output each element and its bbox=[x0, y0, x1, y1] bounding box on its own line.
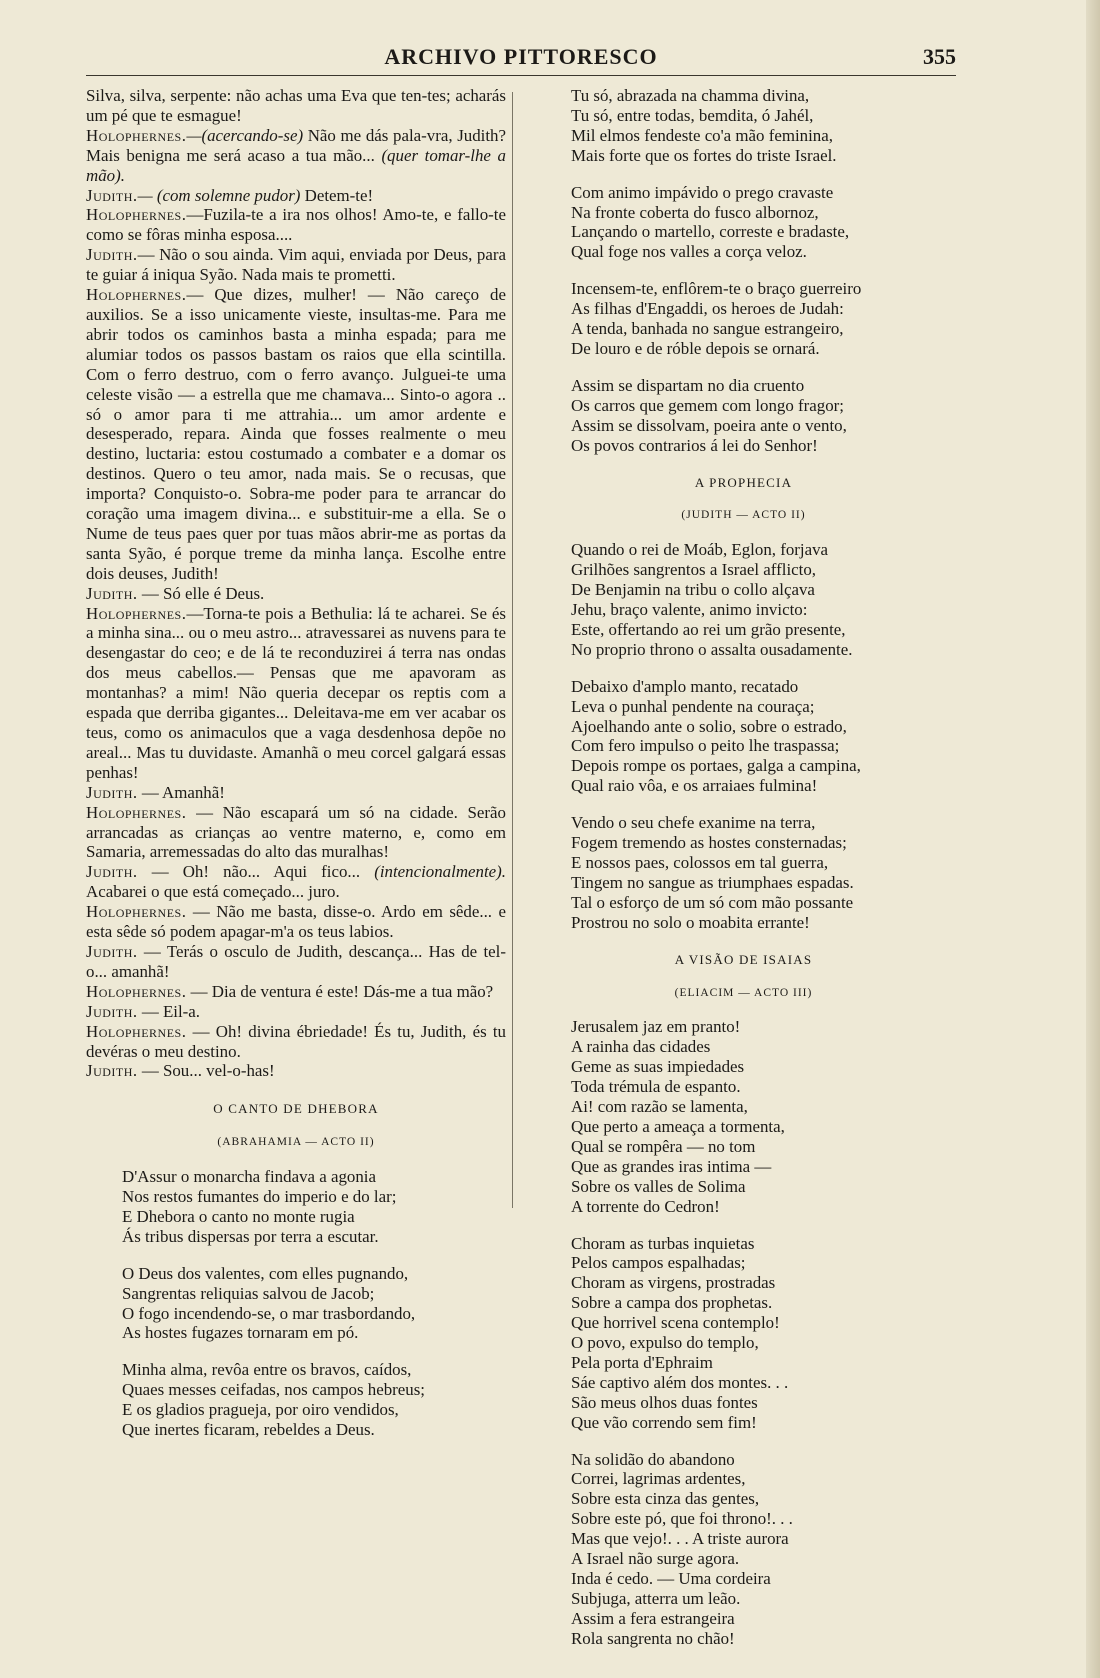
speech-text: —Fuzila-te a ira nos olhos! Amo-te, e fallo-te como se fôras minha esposa.... bbox=[86, 205, 506, 245]
speaker-name: Judith. bbox=[86, 1061, 138, 1081]
dialogue-paragraph bbox=[86, 862, 506, 902]
verse-line: Que as grandes iras intima — bbox=[571, 1156, 772, 1176]
verse-line: Incensem-te, enflôrem-te o braço guerreiro bbox=[571, 279, 862, 299]
verse-line: Jehu, braço valente, animo invicto: bbox=[571, 600, 808, 620]
verse-line: Fogem tremendo as hostes consternadas; bbox=[571, 833, 847, 853]
poem-subtitle: (ELIACIM — ACTO III) bbox=[674, 986, 813, 999]
verse-line: Qual foge nos valles a corça veloz. bbox=[571, 242, 807, 262]
dialogue-paragraph bbox=[86, 902, 506, 942]
page-number: 355 bbox=[923, 44, 956, 69]
verse-line: Tingem no sangue as triumphaes espadas. bbox=[571, 872, 854, 892]
verse-line: A rainha das cidades bbox=[571, 1037, 711, 1057]
poem-title: O CANTO DE DHEBORA bbox=[213, 1101, 379, 1117]
speech-text: Silva, silva, serpente: não achas uma Eva que ten-tes; acharás um pé que te esmague! bbox=[86, 86, 506, 125]
speech-text: — Não me basta, disse-o. Ardo em sêde... e esta sêde só podem apagar-m'a os teus labios. bbox=[86, 902, 506, 942]
verse-line: D'Assur o monarcha findava a agonia bbox=[122, 1167, 376, 1187]
dialogue-paragraph bbox=[86, 245, 506, 285]
stage-direction: — (com solemne pudor) bbox=[137, 185, 301, 205]
verse-line: Qual se rompêra — no tom bbox=[571, 1136, 756, 1156]
verse-line: Que inertes ficaram, rebeldes a Deus. bbox=[122, 1420, 375, 1440]
speaker-name: Holophernes. bbox=[86, 1021, 187, 1041]
speech-text: — Não escapará um só na cidade. Serão arrancadas as crianças ao ventre materno, e, como em Samaria, arremessadas do alto das muralhas! bbox=[86, 802, 506, 862]
verse-line: Que horrivel scena contemplo! bbox=[571, 1313, 780, 1333]
poem-a-prophecia bbox=[571, 473, 916, 933]
dialogue-paragraph bbox=[86, 285, 506, 584]
stanza bbox=[571, 1234, 916, 1433]
dialogue-paragraph bbox=[86, 205, 506, 245]
poem-title: A VISÃO DE ISAIAS bbox=[674, 951, 813, 967]
verse-line: Inda é cedo. — Uma cordeira bbox=[571, 1569, 771, 1588]
stanza bbox=[122, 1264, 506, 1344]
verse-line: Sobre os valles de Solima bbox=[571, 1176, 746, 1196]
stanza bbox=[571, 1450, 916, 1649]
speech-text: — Não o sou ainda. Vim aqui, enviada por Deus, para te guiar á iniqua Syão. Nada mais te prometti. bbox=[86, 245, 506, 285]
dialogue-paragraph bbox=[86, 604, 506, 783]
speaker-name: Judith. bbox=[86, 862, 138, 882]
speech-text: — Oh! não... Aqui fico... bbox=[137, 862, 375, 882]
speaker-name: Holophernes. bbox=[86, 205, 187, 225]
speaker-name: Holophernes. bbox=[86, 981, 187, 1001]
journal-title: ARCHIVO PITTORESCO bbox=[384, 44, 658, 69]
verse-line: Quando o rei de Moáb, Eglon, forjava bbox=[571, 540, 829, 560]
verse-line: Este, offertando ao rei um grão presente, bbox=[571, 619, 846, 639]
verse-line: Lançando o martello, correste e bradaste, bbox=[571, 222, 850, 242]
poem-subtitle: (JUDITH — ACTO II) bbox=[681, 509, 806, 522]
verse-line: Mil elmos fendeste co'a mão feminina, bbox=[571, 125, 833, 145]
verse-line: Geme as suas impiedades bbox=[571, 1057, 745, 1077]
speaker-name: Judith. bbox=[86, 583, 138, 603]
dialogue-paragraph bbox=[86, 1002, 506, 1022]
verse-line: Nos restos fumantes do imperio e do lar; bbox=[122, 1187, 397, 1207]
dialogue-paragraph bbox=[86, 783, 506, 803]
poem-visao-de-isaias bbox=[571, 950, 916, 1649]
verse-line: Na fronte coberta do fusco albornoz, bbox=[571, 202, 819, 222]
verse-line: De Benjamin na tribu o collo alçava bbox=[571, 580, 815, 600]
speech-text: Detem-te! bbox=[300, 185, 374, 205]
stanza bbox=[571, 1017, 916, 1216]
verse-line: Assim a fera estrangeira bbox=[571, 1608, 735, 1628]
verse-line: Sobre esta cinza das gentes, bbox=[571, 1489, 760, 1509]
verse-line: Toda trémula de espanto. bbox=[571, 1077, 741, 1097]
verse-line: Pelos campos espalhadas; bbox=[571, 1253, 746, 1273]
verse-line: Rola sangrenta no chão! bbox=[571, 1628, 735, 1648]
verse-line: Assim se dissolvam, poeira ante o vento, bbox=[571, 415, 847, 435]
dialogue-paragraph bbox=[86, 982, 506, 1002]
verse-line: Os carros que gemem com longo fragor; bbox=[571, 395, 844, 415]
speech-text: —Torna-te pois a Bethulia: lá te acharei. Se és a minha sina... ou o meu astro... atravessarei as nuvens para te desengastar do ceo; e de lá te reconduzirei á terra nas ondas dos meus cabellos.— Pensas que me apavoram as montanhas? a mim! Não queria decepar os reptis com a espada que derriba gigantes... Deleitava-me em ver acabar os teus, como os animaculos que a vaga desdenhosa depõe no areal... Mas tu duvidaste. Amanhã o meu corcel galgará essas penhas! bbox=[86, 603, 506, 782]
stage-direction: —(acercando-se) bbox=[186, 125, 304, 145]
verse-line: Mas que vejo!. . . A triste aurora bbox=[571, 1529, 789, 1549]
speaker-name: Judith. bbox=[86, 245, 138, 265]
poem-verses bbox=[571, 540, 916, 932]
verse-line: Pela porta d'Ephraim bbox=[571, 1352, 713, 1372]
stanza bbox=[571, 279, 916, 359]
speech-text: — Só elle é Deus. bbox=[137, 583, 265, 603]
speaker-name: Holophernes. bbox=[86, 902, 187, 922]
poem-verses bbox=[86, 1167, 506, 1440]
verse-line: No proprio throno o assalta ousadamente. bbox=[571, 639, 853, 659]
stanza bbox=[571, 677, 916, 796]
speaker-name: Holophernes. bbox=[86, 285, 187, 305]
speaker-name: Judith. bbox=[86, 185, 138, 205]
speech-text: — Oh! divina ébriedade! És tu, Judith, és tu devéras o meu destino. bbox=[86, 1021, 506, 1061]
verse-line: Assim se dispartam no dia cruento bbox=[571, 375, 805, 395]
speaker-name: Judith. bbox=[86, 782, 138, 802]
verse-line: E nossos paes, colossos em tal guerra, bbox=[571, 853, 829, 872]
poem-canto-de-dhebora bbox=[86, 1099, 506, 1440]
poem-title: A PROPHECIA bbox=[694, 474, 793, 490]
column-divider bbox=[512, 92, 513, 1208]
verse-line: Jerusalem jaz em pranto! bbox=[571, 1017, 741, 1037]
poem-continuation bbox=[571, 86, 916, 456]
verse-line: Sáe captivo além dos montes. . . bbox=[571, 1372, 789, 1392]
verse-line: As filhas d'Engaddi, os heroes de Judah: bbox=[571, 299, 844, 319]
verse-line: Com animo impávido o prego cravaste bbox=[571, 182, 834, 202]
stanza bbox=[122, 1167, 506, 1247]
verse-line: Vendo o seu chefe exanime na terra, bbox=[571, 813, 816, 833]
verse-line: Choram as virgens, prostradas bbox=[571, 1273, 776, 1293]
dialogue-section bbox=[86, 86, 506, 1081]
stanza bbox=[571, 813, 916, 932]
dialogue-paragraph bbox=[86, 1061, 506, 1081]
verse-line: Que perto a ameaça a tormenta, bbox=[571, 1116, 785, 1136]
verse-line: Sobre a campa dos prophetas. bbox=[571, 1293, 773, 1313]
verse-line: E Dhebora o canto no monte rugia bbox=[122, 1206, 355, 1226]
verse-line: Sangrentas reliquias salvou de Jacob; bbox=[122, 1283, 375, 1303]
verse-line: Ás tribus dispersas por terra a escutar. bbox=[122, 1226, 379, 1246]
verse-line: Mais forte que os fortes do triste Israel. bbox=[571, 145, 837, 165]
verse-line: Na solidão do abandono bbox=[571, 1449, 735, 1469]
verse-line: Ai! com razão se lamenta, bbox=[571, 1097, 748, 1117]
verse-line: Correi, lagrimas ardentes, bbox=[571, 1469, 746, 1489]
verse-line: Subjuga, atterra um leão. bbox=[571, 1588, 741, 1608]
verse-line: Minha alma, revôa entre os bravos, caídos, bbox=[122, 1360, 412, 1380]
verse-line: Tu só, abrazada na chamma divina, bbox=[571, 86, 810, 105]
verse-line: O fogo incendendo-se, o mar trasbordando, bbox=[122, 1303, 416, 1323]
dialogue-paragraph bbox=[86, 803, 506, 863]
verse-line: A Israel não surge agora. bbox=[571, 1549, 740, 1569]
header-rule bbox=[86, 75, 956, 76]
left-column bbox=[86, 86, 506, 1457]
speech-text: — Eil-a. bbox=[137, 1001, 201, 1021]
verse-line: O povo, expulso do templo, bbox=[571, 1333, 759, 1353]
poem-verses bbox=[571, 1017, 916, 1648]
speech-text: — Amanhã! bbox=[137, 782, 225, 802]
stanza bbox=[571, 86, 916, 166]
speech-text: Acabarei o que está começado... juro. bbox=[86, 882, 340, 902]
verse-line: A tenda, banhada no sangue estrangeiro, bbox=[571, 319, 844, 339]
stanza bbox=[571, 183, 916, 263]
speech-text: — Sou... vel-o-has! bbox=[137, 1061, 275, 1081]
verse-line: Ajoelhando ante o solio, sobre o estrado, bbox=[571, 716, 847, 736]
verse-line: Prostrou no solo o moabita errante! bbox=[571, 912, 810, 932]
verse-line: E os gladios pragueja, por oiro vendidos, bbox=[122, 1400, 399, 1420]
dialogue-paragraph bbox=[86, 1022, 506, 1062]
speech-text: — Que dizes, mulher! — Não careço de auxilios. Se a isso unicamente vieste, insultas-me. Para me abrir todos os caminhos basta a minha espada; para me alumiar todos os passos bastam os raios que ella scintilla. Com o ferro destruo, com o ferro avanço. Julguei-te uma celeste visão — a estrella que me chamava... Sinto-o agora .. só o amor para ti me attrahia... um amor ardente e desesperado, repara. Ainda que fosses realmente o meu destino, luctaria: estou costumado a combater e a domar os destinos. Quero o teu amor, nada mais. Se o recusas, que importa? Conquisto-o. Sobra-me poder para te arrancar do coração uma imagem divina... e substituir-me a ella. Se o Nume de teus paes quer por tuas mãos abrir-me as portas da santa Syão, é porque treme da minha lança. Escolhe entre dois deuses, Judith! bbox=[86, 285, 506, 583]
stanza bbox=[571, 376, 916, 456]
verse-line: Grilhões sangrentos a Israel afflicto, bbox=[571, 560, 816, 580]
stanza bbox=[122, 1360, 506, 1440]
verse-line: As hostes fugazes tornaram em pó. bbox=[122, 1323, 359, 1343]
verse-line: Tu só, entre todas, bemdita, ó Jahél, bbox=[571, 105, 814, 125]
verse-line: Sobre este pó, que foi throno!. . . bbox=[571, 1509, 793, 1529]
verse-line: São meus olhos duas fontes bbox=[571, 1392, 758, 1412]
verse-line: Choram as turbas inquietas bbox=[571, 1233, 755, 1253]
verse-line: Leva o punhal pendente na couraça; bbox=[571, 696, 815, 716]
stage-direction: (intencionalmente). bbox=[374, 862, 506, 882]
verse-line: Que vão correndo sem fim! bbox=[571, 1412, 757, 1432]
verse-line: Com fero impulso o peito lhe traspassa; bbox=[571, 736, 840, 756]
verse-line: Qual raio vôa, e os arraiaes fulmina! bbox=[571, 776, 818, 796]
page-edge bbox=[1086, 0, 1100, 1678]
speech-text: Não me dás pala-vra, Judith? Mais benigna me será acaso a tua mão... bbox=[86, 125, 506, 165]
verse-line: Quaes messes ceifadas, nos campos hebreus; bbox=[122, 1380, 426, 1400]
speaker-name: Holophernes. bbox=[86, 125, 187, 145]
speaker-name: Holophernes. bbox=[86, 802, 187, 822]
dialogue-paragraph bbox=[86, 584, 506, 604]
verse-line: Os povos contrarios á lei do Senhor! bbox=[571, 435, 818, 455]
verse-line: Depois rompe os portaes, galga a campina, bbox=[571, 756, 861, 776]
verse-line: Tal o esforço de um só com mão possante bbox=[571, 892, 854, 912]
right-column bbox=[571, 86, 916, 1666]
verse-line: O Deus dos valentes, com elles pugnando, bbox=[122, 1263, 409, 1283]
verse-line: A torrente do Cedron! bbox=[571, 1196, 720, 1216]
speaker-name: Holophernes. bbox=[86, 603, 187, 623]
dialogue-paragraph bbox=[86, 86, 506, 126]
speaker-name: Judith. bbox=[86, 941, 138, 961]
dialogue-paragraph bbox=[86, 126, 506, 186]
speech-text: — Terás o osculo de Judith, descança... Has de tel-o... amanhã! bbox=[86, 941, 506, 981]
speaker-name: Judith. bbox=[86, 1001, 138, 1021]
verse-line: Debaixo d'amplo manto, recatado bbox=[571, 676, 799, 696]
dialogue-paragraph bbox=[86, 942, 506, 982]
poem-subtitle: (ABRAHAMIA — ACTO II) bbox=[217, 1136, 375, 1149]
stanza bbox=[571, 540, 916, 659]
dialogue-paragraph bbox=[86, 186, 506, 206]
stage-direction: (quer tomar-lhe a mão). bbox=[86, 145, 506, 185]
speech-text: — Dia de ventura é este! Dás-me a tua mão? bbox=[186, 981, 494, 1001]
verse-line: De louro e de róble depois se ornará. bbox=[571, 338, 820, 358]
